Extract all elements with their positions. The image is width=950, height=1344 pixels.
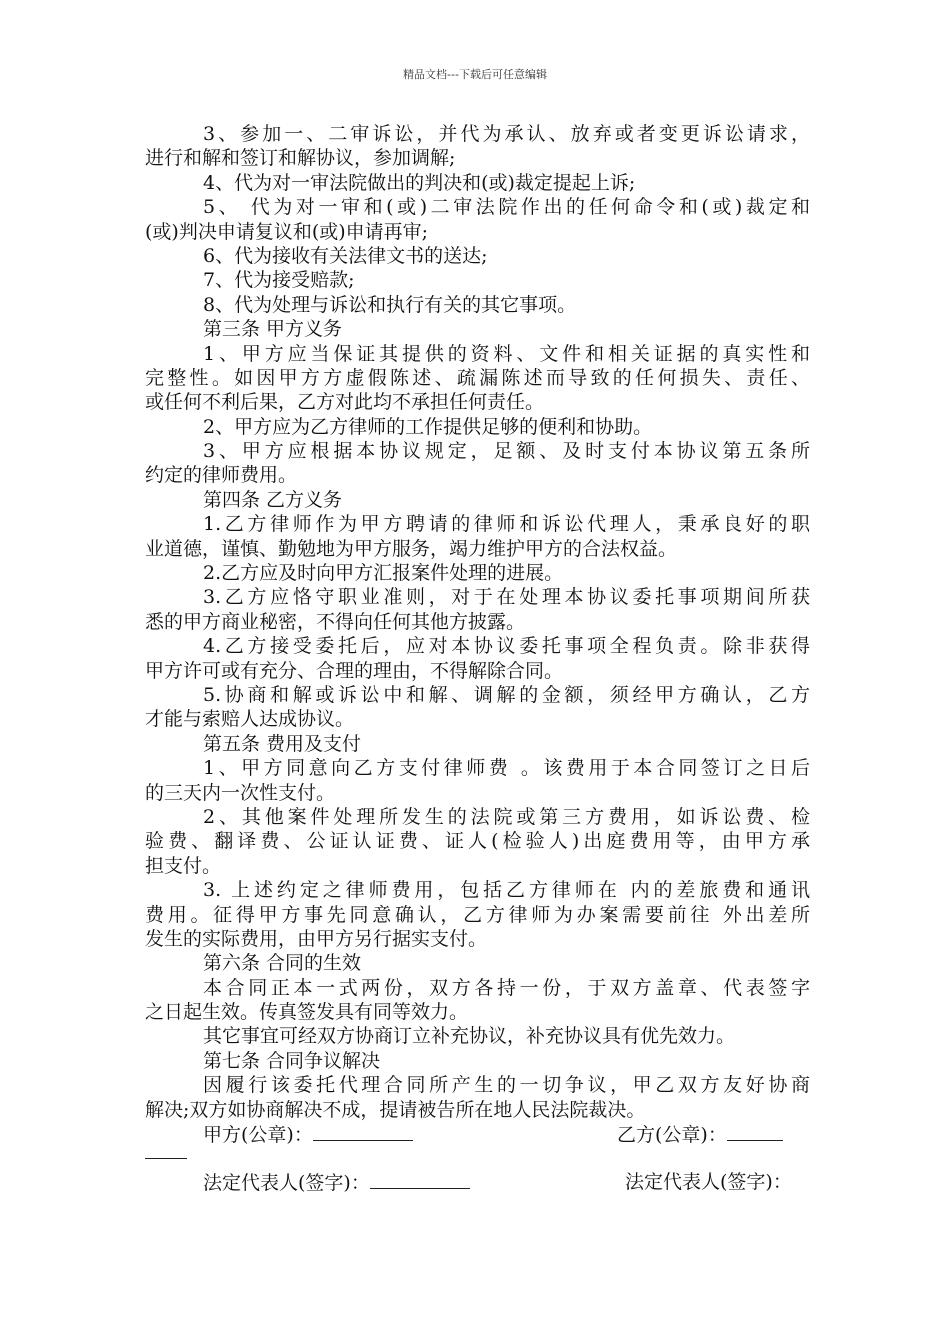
party-b-seal-blank [727,1122,783,1141]
text-line: 1.乙方律师作为甲方聘请的律师和诉讼代理人，秉承良好的职 [203,513,810,536]
party-a-seal-label: 甲方(公章)： [203,1124,313,1147]
party-a-rep-blank [370,1170,470,1189]
text-line: 担支付。 [145,854,222,877]
text-line: 4.乙方接受委托后，应对本协议委托事项全程负责。除非获得 [203,635,810,658]
text-line: 3.乙方应恪守职业准则，对于在处理本协议委托事项期间所获 [203,586,810,609]
text-line: 2、甲方应为乙方律师的工作提供足够的便利和协助。 [203,415,653,438]
text-line: 验费、翻译费、公证认证费、证人(检验人)出庭费用等，由甲方承 [145,830,810,853]
continuation-rule [145,1158,187,1159]
representative-row [145,1170,810,1194]
seal-row [145,1122,810,1146]
text-line: 第四条 乙方义务 [203,488,343,511]
text-line: 进行和解和签订和解协议，参加调解; [145,147,456,170]
text-line: 1、甲方同意向乙方支付律师费 。该费用于本合同签订之日后 [203,757,810,780]
text-line: 2、其他案件处理所发生的法院或第三方费用，如诉讼费、检 [203,805,810,828]
text-line: 费用。征得甲方事先同意确认，乙方律师为办案需要前往 外出差所 [145,903,810,926]
party-b-seal [617,1122,783,1147]
text-line: 第三条 甲方义务 [203,318,343,341]
text-line: (或)判决申请复议和(或)申请再审; [145,220,429,243]
text-line: 第五条 费用及支付 [203,732,362,755]
text-line: 2.乙方应及时向甲方汇报案件处理的进展。 [203,562,564,585]
text-line: 5.协商和解或诉讼中和解、调解的金额，须经甲方确认，乙方 [203,683,810,706]
text-line: 5、 代为对一审和(或)二审法院作出的任何命令和(或)裁定和 [203,196,810,219]
party-b-seal-label: 乙方(公章)： [617,1124,727,1147]
text-line: 3、参加一、二审诉讼，并代为承认、放弃或者变更诉讼请求， [203,123,810,145]
text-line: 4、代为对一审法院做出的判决和(或)裁定提起上诉; [203,171,636,194]
text-line: 解决;双方如协商解决不成，提请被告所在地人民法院裁决。 [145,1098,646,1121]
text-line: 悉的甲方商业秘密，不得向任何其他方披露。 [145,610,526,633]
text-line: 3、甲方应根据本协议规定，足额、及时支付本协议第五条所 [203,440,810,463]
party-a-seal [203,1122,413,1147]
party-a-rep [203,1170,470,1195]
text-line: 发生的实际费用，由甲方另行据实支付。 [145,927,488,950]
text-line: 甲方许可或有充分、合理的理由，不得解除合同。 [145,659,564,682]
text-line: 7、代为接受赔款; [203,269,355,292]
party-a-rep-label: 法定代表人(签字)： [203,1172,370,1195]
text-line: 3. 上述约定之律师费用，包括乙方律师在 内的差旅费和通讯 [203,879,810,902]
text-line: 第六条 合同的生效 [203,952,362,975]
party-b-rep [625,1170,792,1194]
text-line: 其它事宜可经双方协商订立补充协议，补充协议具有优先效力。 [203,1025,736,1048]
text-line: 才能与索赔人达成协议。 [145,708,355,731]
text-line: 完整性。如因甲方方虚假陈述、疏漏陈述而导致的任何损失、责任、 [145,366,810,389]
text-line: 的三天内一次性支付。 [145,781,336,804]
text-line: 6、代为接收有关法律文书的送达; [203,244,488,267]
text-line: 业道德，谨慎、勤勉地为甲方服务，竭力维护甲方的合法权益。 [145,537,678,560]
text-line: 约定的律师费用。 [145,464,298,487]
text-line: 或任何不利后果，乙方对此均不承担任何责任。 [145,391,545,414]
contract-text [145,122,810,1122]
text-line: 因履行该委托代理合同所产生的一切争议，甲乙双方友好协商 [203,1074,810,1097]
contract-body [145,122,810,1195]
party-b-rep-label: 法定代表人(签字)： [625,1171,792,1194]
text-line: 8、代为处理与诉讼和执行有关的其它事项。 [203,293,577,316]
text-line: 之日起生效。传真签发具有同等效力。 [145,1001,469,1024]
page-header: 精品文档---下载后可任意编辑 [403,68,547,81]
text-line: 第七条 合同争议解决 [203,1049,381,1072]
text-line: 1、甲方应当保证其提供的资料、文件和相关证据的真实性和 [203,342,810,365]
text-line: 本合同正本一式两份，双方各持一份，于双方盖章、代表签字 [203,976,810,999]
party-a-seal-blank [313,1122,413,1141]
